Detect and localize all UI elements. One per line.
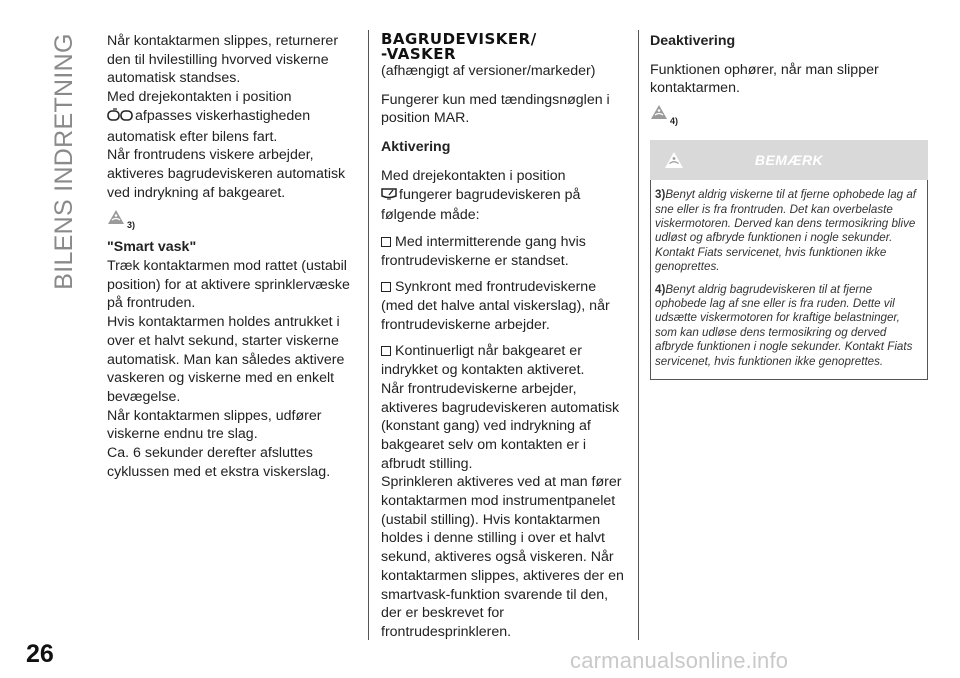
checkbox-bullet-icon (381, 282, 391, 292)
paragraph: Funktionen ophører, når man slipper kontaktarmen. (650, 61, 879, 97)
warning-reference (107, 210, 357, 230)
list-item: Synkront med frontrudeviskerne (med det halve antal viskerslag), når frontrudeviskerne arbejder. (381, 279, 610, 333)
warning-number: 4) (670, 116, 679, 127)
page-number: 26 (26, 640, 54, 668)
paragraph-auto-wiper: Med drejekontakten i position afpasses viskerhastigheden automatisk efter bilens fart. (107, 89, 311, 145)
paragraph: Ca. 6 sekunder derefter afsluttes cyklussen med et ekstra viskerslag. (107, 445, 331, 480)
list-item: Med intermitterende gang hvis frontrudeviskerne er standset. (381, 233, 586, 269)
paragraph: Sprinkleren aktiveres ved at man fører kontaktarmen mod instrumentpanelet (ustabil stilling). Hvis kontaktarmen holdes i denne stilling i over et halvt sekund, aktiveres også viskeren. Når kontaktarmen slippes, aktiveres der en smartvask-funktion svarende til den, der er beskrevet for frontrudesprinkleren. (381, 474, 624, 640)
note-item: 3)Benyt aldrig viskerne til at fjerne ophobede lag af sne eller is fra frontruden. Det kan overbelaste viskermotoren. Derved kan dens termosikring blive udløst og afbryde funktionen i nogle sekunder. Kontakt Fiats servicenet, hvis funktionen ikke genoprettes. (655, 188, 917, 274)
smart-wash-heading: "Smart vask" (107, 239, 197, 256)
checkbox-bullet-icon (381, 346, 391, 356)
paragraph: Når frontrudeviskerne arbejder, aktiveres bagrudeviskeren automatisk (konstant gang) ved indrykning af bakgearet selv om kontakten er i afbrudt stilling. (381, 380, 620, 472)
warning-reference (650, 106, 930, 126)
activation-heading: Aktivering (381, 139, 451, 156)
note-body (650, 180, 928, 380)
rear-wiper-icon (381, 187, 397, 207)
paragraph: Hvis kontaktarmen holdes antrukket i over et halvt sekund, starter viskerne automatisk. Man kan således aktivere vaskeren og viskerne med en enkelt bevægelse. (107, 314, 345, 405)
watermark: carmanualsonline.info (570, 648, 789, 673)
deactivation-heading: Deaktivering (650, 33, 736, 49)
checkbox-bullet-icon (381, 237, 391, 247)
note-title: BEMÆRK (754, 151, 824, 168)
warning-triangle-icon (107, 209, 125, 231)
column-3 (650, 32, 930, 380)
column-2 (381, 32, 626, 642)
side-title-text: BILENS INDRETNING (49, 32, 78, 290)
auto-wiper-icon (107, 108, 133, 128)
paragraph: Fungerer kun med tændingsnøglen i position MAR. (381, 91, 610, 127)
warning-triangle-icon (664, 151, 684, 175)
note-item: 4)Benyt aldrig bagrudeviskeren til at fjerne ophobede lag af sne eller is fra ruden. Dette vil udsætte viskermotoren for kraftige belastninger, som kan udløse dens termosikring og derved afbryde funktionen i nogle sekunder. Kontakt Fiats servicenet, hvis funktionen ikke genoprettes. (655, 282, 913, 368)
list-item: Kontinuerligt når bakgearet er indrykket og kontakten aktiveret. (381, 343, 585, 379)
paragraph: Når kontaktarmen slippes, returnerer den til hvilestilling hvorved viskerne automatisk standses. (107, 33, 339, 87)
column-divider-right (638, 30, 639, 640)
warning-number: 3) (127, 220, 136, 231)
column-1 (107, 32, 357, 481)
note-header (650, 140, 928, 180)
note-box (650, 140, 928, 380)
section-subtitle: (afhængigt af versioner/markeder) (381, 63, 596, 79)
paragraph-rear-wiper: Med drejekontakten i position fungerer bagrudeviskeren på følgende måde: (381, 167, 581, 224)
section-heading: BAGRUDEVISKER/ -VASKER (381, 30, 537, 63)
side-title (44, 30, 84, 292)
paragraph: Når kontaktarmen slippes, udfører viskerne endnu tre slag. (107, 407, 322, 443)
warning-triangle-icon (650, 104, 668, 126)
paragraph: Træk kontaktarmen mod rattet (ustabil position) for at aktivere sprinklervæske på frontruden. (107, 258, 350, 312)
column-divider-left (368, 30, 369, 640)
paragraph: Når frontrudens viskere arbejder, aktiveres bagrudeviskeren automatisk ved indrykning af bakgearet. (107, 147, 346, 201)
